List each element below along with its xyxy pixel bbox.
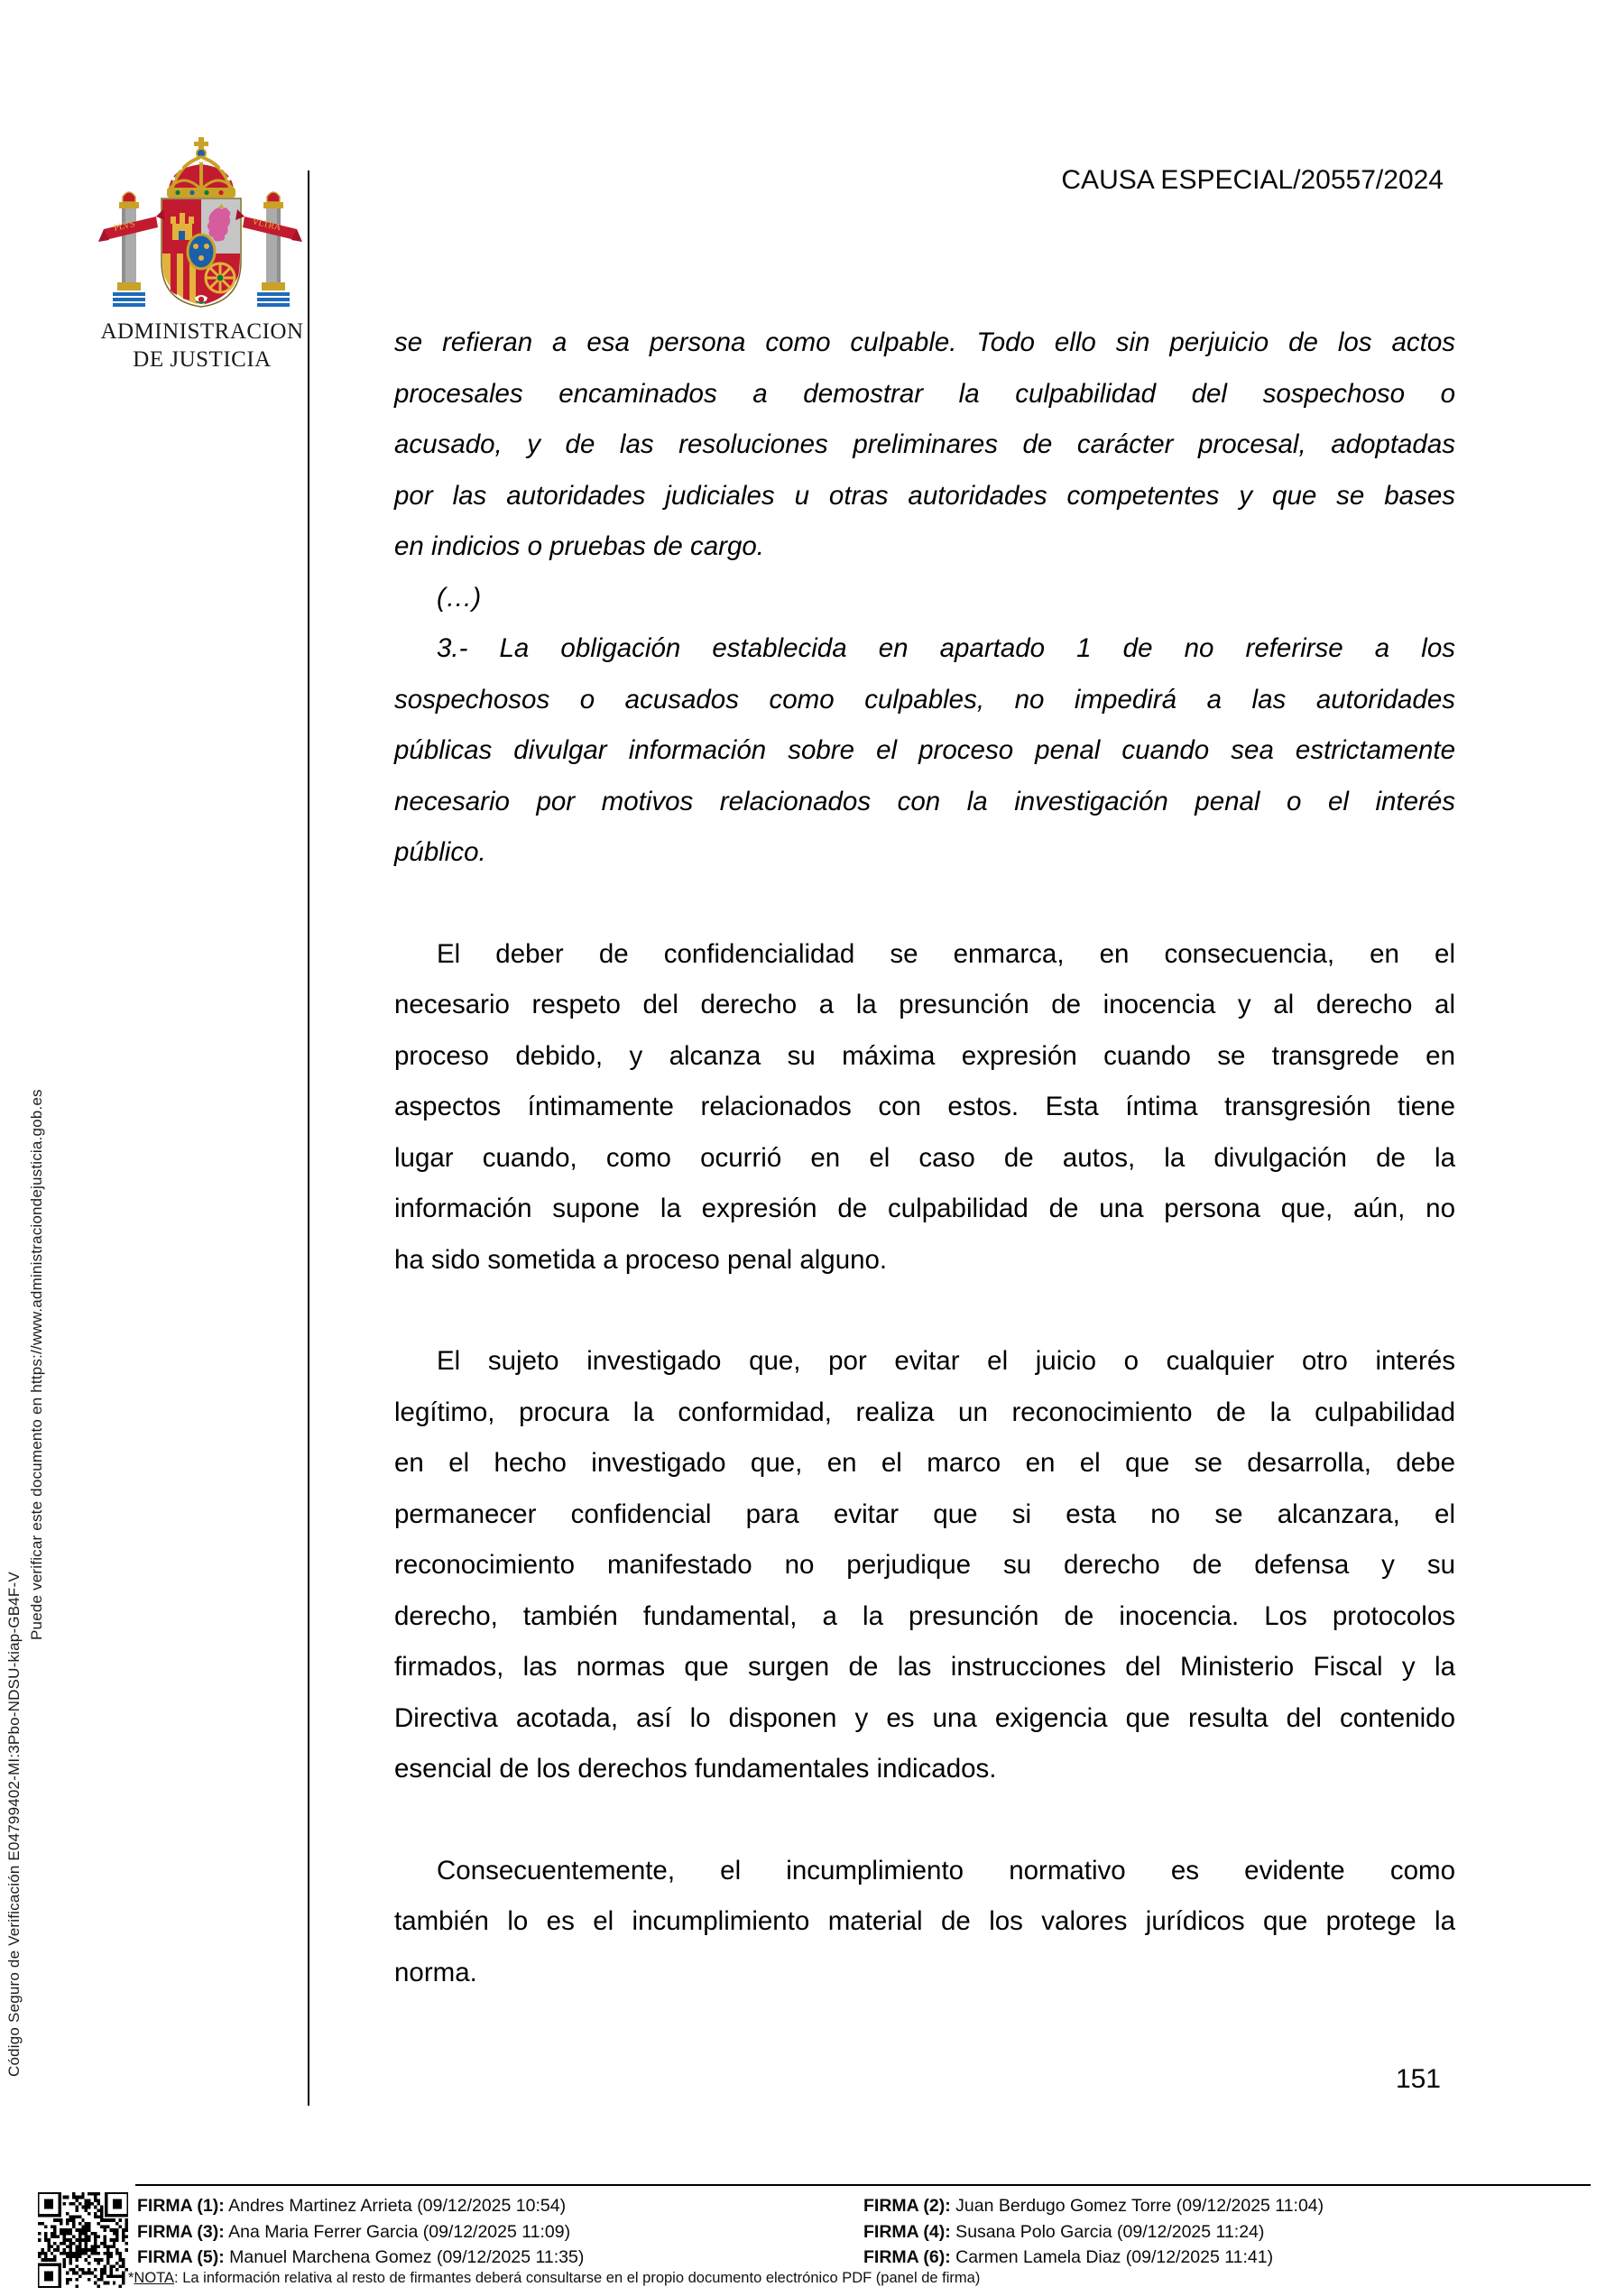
- right-pillar-icon: [257, 192, 290, 305]
- signature-value: Susana Polo Garcia (09/12/2025 11:24): [950, 2221, 1265, 2242]
- body-line: procesales encaminados a demostrar la culpabilidad del sospechoso o: [394, 378, 1455, 409]
- body-line: permanecer confidencial para evitar que si esta no se alcanzara, el: [394, 1498, 1455, 1529]
- signature-grid: [137, 2194, 1592, 2271]
- signature-label: FIRMA (6):: [863, 2247, 951, 2267]
- body-line: público.: [394, 837, 486, 867]
- shield-icon: [161, 198, 241, 307]
- body-line: en indicios o pruebas de cargo.: [394, 531, 764, 561]
- signature-label: FIRMA (4):: [863, 2221, 951, 2242]
- paragraph: [394, 573, 1455, 624]
- body-line: 3.- La obligación establecida en apartado 1 de no referirse a los: [437, 633, 1455, 663]
- body-line: también lo es el incumplimiento material de los valores jurídicos que protege la: [394, 1906, 1455, 1936]
- body-line: El sujeto investigado que, por evitar el juicio o cualquier otro interés: [437, 1346, 1455, 1376]
- svg-text:PLVS: PLVS: [113, 218, 136, 234]
- note-asterisk: *: [128, 2270, 134, 2286]
- page-number: 151: [1395, 2064, 1441, 2094]
- body-line: proceso debido, y alcanza su máxima expresión cuando se transgrede en: [394, 1040, 1455, 1071]
- left-pillar-icon: [113, 192, 145, 305]
- body-line: firmados, las normas que surgen de las instrucciones del Ministerio Fiscal y la: [394, 1652, 1455, 1682]
- signature-entry: [137, 2194, 863, 2219]
- body-line: Consecuentemente, el incumplimiento normativo es evidente como: [437, 1855, 1455, 1886]
- signature-value: Carmen Lamela Diaz (09/12/2025 11:41): [950, 2247, 1274, 2267]
- body-line: en el hecho investigado que, en el marco en el que se desarrolla, debe: [394, 1448, 1455, 1478]
- body-line: ha sido sometida a proceso penal alguno.: [394, 1244, 888, 1275]
- signature-entry: [863, 2194, 1592, 2219]
- body-line: información supone la expresión de culpabilidad de una persona que, aún, no: [394, 1194, 1455, 1223]
- body-line: derecho, también fundamental, a la presunción de inocencia. Los protocolos: [394, 1600, 1455, 1631]
- body-line: necesario respeto del derecho a la presunción de inocencia y al derecho al: [394, 990, 1455, 1019]
- paragraph: [394, 929, 1455, 1286]
- signature-note: [128, 2270, 980, 2287]
- body-paragraphs: [394, 318, 1455, 1998]
- org-name: [75, 318, 329, 373]
- org-name-line2: DE JUSTICIA: [133, 347, 272, 372]
- body-line: (…): [437, 582, 482, 613]
- paragraph: [394, 623, 1455, 879]
- body-line: esencial de los derechos fundamentales indicados.: [394, 1754, 997, 1784]
- org-name-line1: ADMINISTRACION: [100, 319, 304, 344]
- signature-entry: [137, 2220, 863, 2245]
- qr-code: [38, 2192, 128, 2288]
- signature-value: Andres Martinez Arrieta (09/12/2025 10:54): [224, 2196, 567, 2216]
- body-line: necesario por motivos relacionados con la investigación penal o el interés: [394, 786, 1455, 816]
- body-line: sospechosos o acusados como culpables, no impedirá a las autoridades: [394, 684, 1455, 715]
- signature-value: Manuel Marchena Gomez (09/12/2025 11:35): [224, 2247, 585, 2267]
- case-reference: CAUSA ESPECIAL/20557/2024: [1061, 165, 1444, 195]
- body-line: Directiva acotada, así lo disponen y es una exigencia que resulta del contenido: [394, 1702, 1455, 1733]
- signature-label: FIRMA (1):: [137, 2196, 225, 2216]
- note-text: : La información relativa al resto de firmantes deberá consultarse en el propio documento electrónico PDF (panel de firma): [174, 2270, 981, 2286]
- signature-label: FIRMA (3):: [137, 2221, 225, 2242]
- signature-entry: [863, 2245, 1592, 2271]
- body-line: reconocimiento manifestado no perjudique su derecho de defensa y su: [394, 1550, 1455, 1580]
- note-label: NOTA: [134, 2270, 175, 2286]
- body-line: acusado, y de las resoluciones preliminares de carácter procesal, adoptadas: [394, 429, 1455, 459]
- signature-value: Juan Berdugo Gomez Torre (09/12/2025 11:04): [950, 2196, 1324, 2216]
- signature-entry: [137, 2245, 863, 2271]
- body-line: por las autoridades judiciales u otras autoridades competentes y que se bases: [394, 480, 1455, 511]
- crown-icon: [167, 137, 235, 198]
- spain-coat-of-arms-emblem: [93, 134, 309, 316]
- body-line: legítimo, procura la conformidad, realiza un reconocimiento de la culpabilidad: [394, 1397, 1455, 1427]
- body-line: se refieran a esa persona como culpable. Todo ello sin perjuicio de los actos: [394, 327, 1455, 357]
- footer-separator-line: [135, 2184, 1591, 2186]
- verification-code-text: Código Seguro de Verificación E04799402-MI:3Pbo-NDSU-kiap-GB4F-V: [5, 1572, 23, 2077]
- paragraph: [394, 318, 1455, 573]
- signature-label: FIRMA (5):: [137, 2247, 225, 2267]
- body-line: públicas divulgar información sobre el proceso penal cuando sea estrictamente: [394, 735, 1455, 765]
- body-line: El deber de confidencialidad se enmarca, en consecuencia, en el: [437, 938, 1455, 969]
- paragraph: [394, 1846, 1455, 1999]
- signature-entry: [863, 2220, 1592, 2245]
- margin-divider-line: [308, 171, 309, 2106]
- verification-url-text: Puede verificar este documento en https://www.administraciondejusticia.gob.es: [28, 1089, 45, 1640]
- paragraph: [394, 1336, 1455, 1795]
- body-line: norma.: [394, 1957, 477, 1987]
- svg-text:VLTRA: VLTRA: [251, 217, 282, 234]
- signature-label: FIRMA (2):: [863, 2196, 951, 2216]
- signature-value: Ana Maria Ferrer Garcia (09/12/2025 11:09): [224, 2221, 571, 2242]
- body-line: aspectos íntimamente relacionados con estos. Esta íntima transgresión tiene: [394, 1092, 1455, 1121]
- body-line: lugar cuando, como ocurrió en el caso de autos, la divulgación de la: [394, 1142, 1455, 1173]
